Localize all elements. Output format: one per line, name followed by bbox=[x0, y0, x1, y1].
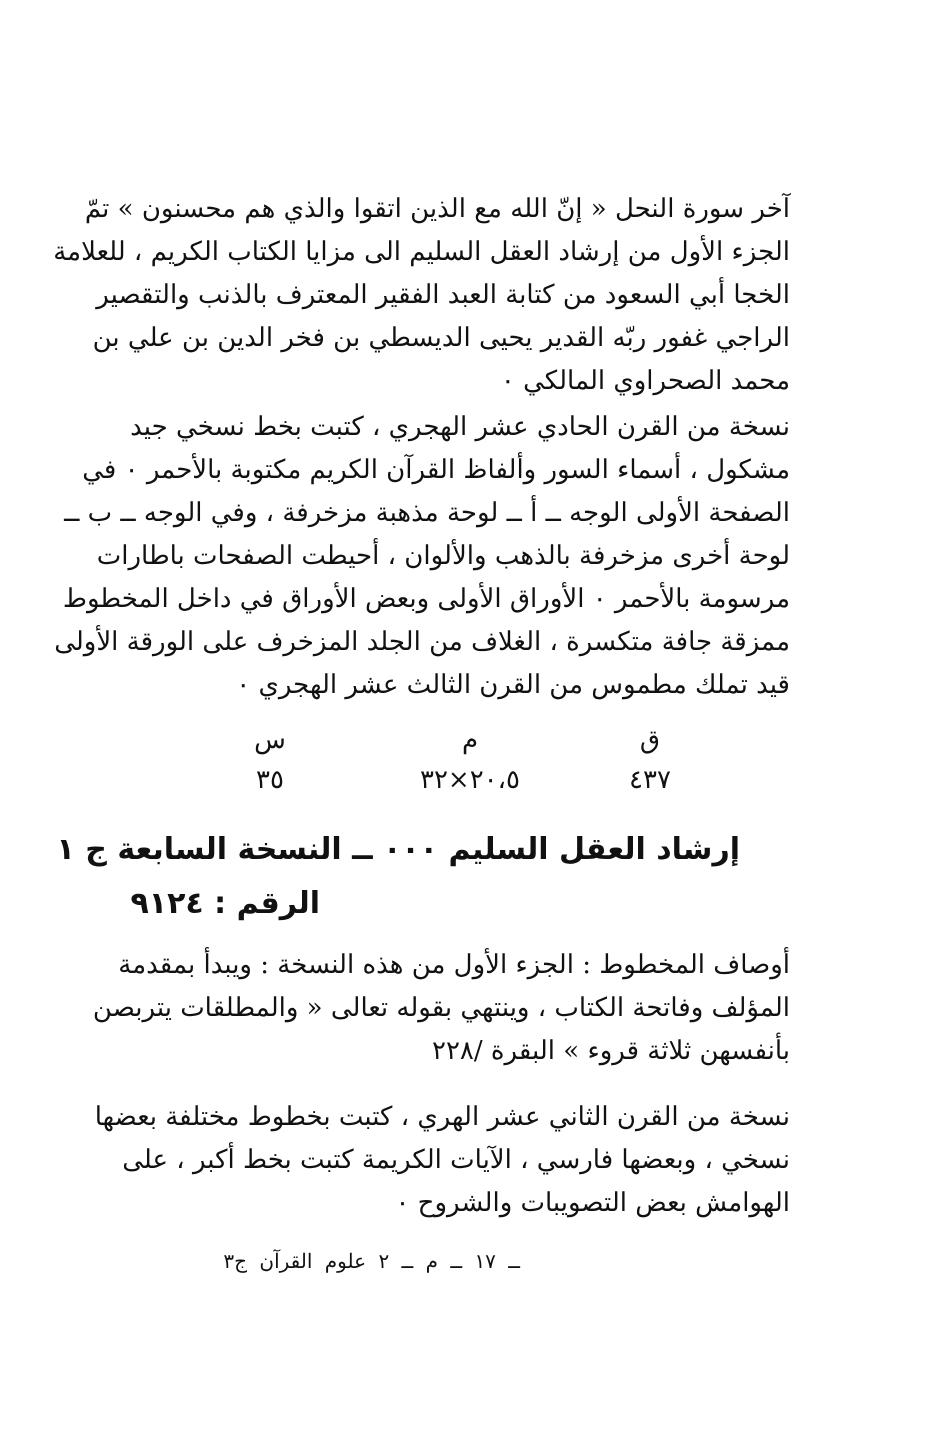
manuscript-measurements bbox=[220, 720, 720, 810]
text-line: آخر سورة النحل « إنّ الله مع الذين اتقوا والذي هم محسنون » تمّ bbox=[84, 194, 790, 224]
leaves-value: ٤٣٧ bbox=[629, 765, 671, 795]
lines-header: س bbox=[254, 725, 286, 755]
manuscript-script-paragraph bbox=[94, 1096, 790, 1225]
size-value: ٢٠،٥×٣٢ bbox=[419, 765, 521, 795]
lines-column bbox=[200, 720, 340, 800]
text-line: مشكول ، أسماء السور وألفاظ القرآن الكريم مكتوبة بالأحمر ٠ في bbox=[82, 455, 790, 485]
leaves-header: ق bbox=[639, 725, 661, 755]
text-line: نسخة من القرن الثاني عشر الهري ، كتبت بخطوط مختلفة بعضها bbox=[94, 1102, 790, 1132]
leaves-column bbox=[580, 720, 720, 800]
text-line: نسخي ، وبعضها فارسي ، الآيات الكريمة كتبت بخط أكبر ، على bbox=[122, 1145, 790, 1175]
text-line: أوصاف المخطوط : الجزء الأول من هذه النسخة : ويبدأ بمقدمة bbox=[118, 950, 790, 980]
text-line: مرسومة بالأحمر ٠ الأوراق الأولى وبعض الأوراق في داخل المخطوط bbox=[62, 584, 790, 614]
section-heading: إرشاد العقل السليم ٠٠٠ ــ النسخة السابعة ج ١ bbox=[56, 832, 740, 867]
text-line: الخجا أبي السعود من كتابة العبد الفقير المعترف بالذنب والتقصير bbox=[96, 280, 790, 310]
text-line: ممزقة جافة متكسرة ، الغلاف من الجلد المزخرف على الورقة الأولى bbox=[54, 627, 790, 657]
text-line: لوحة أخرى مزخرفة بالذهب والألوان ، أحيطت الصفحات باطارات bbox=[96, 541, 790, 571]
catalog-number: الرقم : ٩١٢٤ bbox=[130, 886, 320, 921]
manuscript-contents-paragraph bbox=[92, 944, 790, 1073]
text-line: بأنفسهن ثلاثة قروء » البقرة /٢٢٨ bbox=[431, 1036, 790, 1066]
text-line: الهوامش بعض التصويبات والشروح ٠ bbox=[395, 1188, 790, 1218]
text-line: نسخة من القرن الحادي عشر الهجري ، كتبت بخط نسخي جيد bbox=[130, 412, 790, 442]
size-header: م bbox=[461, 725, 479, 755]
text-line: الراجي غفور ربّه القدير يحيى الديسطي بن فخر الدين بن علي بن bbox=[92, 323, 790, 353]
text-line: الجزء الأول من إرشاد العقل السليم الى مزايا الكتاب الكريم ، للعلامة bbox=[53, 237, 790, 267]
text-line: قيد تملك مطموس من القرن الثالث عشر الهجري ٠ bbox=[236, 670, 790, 700]
page-footer: ــ ١٧ ــ م ــ ٢ علوم القرآن ج٣ bbox=[223, 1249, 520, 1273]
text-line: الصفحة الأولى الوجه ــ أ ــ لوحة مذهبة مزخرفة ، وفي الوجه ــ ب ــ bbox=[64, 498, 790, 528]
colophon-paragraph bbox=[53, 188, 790, 403]
text-line: المؤلف وفاتحة الكتاب ، وينتهي بقوله تعالى « والمطلقات يتربصن bbox=[92, 993, 790, 1023]
size-column bbox=[400, 720, 540, 800]
lines-value: ٣٥ bbox=[256, 765, 284, 795]
manuscript-description-paragraph bbox=[54, 406, 790, 707]
text-line: محمد الصحراوي المالكي ٠ bbox=[500, 366, 790, 396]
